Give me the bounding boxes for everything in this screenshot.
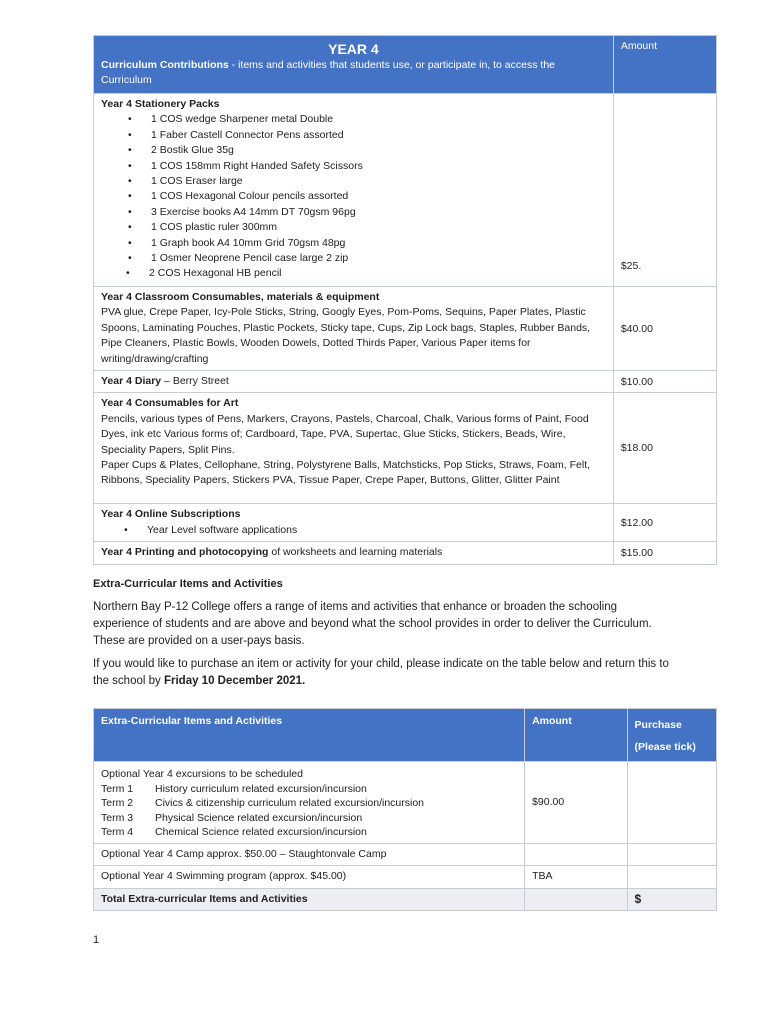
excursions-intro: Optional Year 4 excursions to be scheduled (101, 768, 303, 780)
page-number: 1 (93, 934, 100, 946)
curriculum-contributions-table (93, 35, 717, 565)
row-amount (525, 844, 626, 850)
row-description: – Berry Street (161, 375, 229, 388)
list-item: • 1 Osmer Neoprene Pencil case large 2 zip (128, 252, 349, 265)
row-title: Year 4 Online Subscriptions (101, 508, 241, 521)
list-item: • 1 COS Hexagonal Colour pencils assorted (128, 190, 349, 203)
year-title: YEAR 4 (328, 41, 379, 57)
table-row (94, 504, 717, 542)
row-description-2: Paper Cups & Plates, Cellophane, String, Polystyrene Balls, Matchsticks, Pop Sticks, Straws, Foam, Felt, Ribbons, Speciality Papers, Stickers PVA, Tissue Paper, Crepe Paper, Buttons, Glitter, Glitter Paint (101, 459, 591, 487)
column-header-purchase: Purchase (Please tick) (634, 719, 696, 753)
row-amount: $15.00 (620, 546, 653, 559)
header-subtitle: Curriculum Contributions - items and activities that students use, or participate in, to access the Curriculum (101, 59, 555, 86)
table-row (94, 393, 717, 504)
total-value: $ (634, 891, 642, 906)
camp-item: Optional Year 4 Camp approx. $50.00 – Staughtonvale Camp (101, 847, 387, 860)
amount-header-cell (613, 36, 716, 94)
table-header-row (94, 709, 717, 762)
purchase-tick-cell[interactable] (627, 866, 716, 888)
list-item: • 1 Faber Castell Connector Pens assorted (128, 128, 344, 141)
table-row (94, 843, 717, 865)
row-title: Year 4 Diary (101, 375, 162, 388)
row-amount: $10.00 (620, 375, 653, 388)
row-description: PVA glue, Crepe Paper, Icy-Pole Sticks, String, Googly Eyes, Pom-Poms, Sequins, Paper Plates, Plastic Spoons, Laminating Pouches, Plastic Pockets, Sticky tape, Cups, Zip Lock bags, Staples, Rubber Bands, Pipe Cleaners, Plastic Bowls, Wooden Dowels, Dotted Thirds Paper, Various Paper items for writing/drawing/crafting (101, 306, 591, 365)
row-title: Year 4 Consumables for Art (101, 397, 239, 410)
list-item: • 1 Graph book A4 10mm Grid 70gsm 48pg (128, 236, 346, 249)
list-item: • 2 Bostik Glue 35g (128, 144, 234, 157)
list-item: • Year Level software applications (124, 523, 298, 536)
table-row (94, 371, 717, 393)
row-amount: $25. (620, 260, 642, 272)
purchase-tick-cell[interactable] (627, 843, 716, 865)
stationery-list (101, 112, 606, 281)
table-row (94, 866, 717, 888)
header-title-cell (94, 36, 614, 94)
row-amount: TBA (532, 870, 553, 883)
amount-header: Amount (620, 40, 658, 52)
row-amount: $40.00 (620, 322, 653, 335)
row-title: Year 4 Stationery Packs (101, 98, 220, 110)
total-label: Total Extra-curricular Items and Activities (101, 892, 308, 905)
table-row (94, 94, 717, 287)
row-title: Year 4 Classroom Consumables, materials & equipment (101, 291, 380, 303)
extra-curricular-paragraph: Northern Bay P-12 College offers a range of items and activities that enhance or broaden the schooling experience of students and are above and beyond what the school provides in order to deliver the Curriculum. These are provided on a user-pays basis. (93, 601, 652, 647)
purchase-tick-cell[interactable] (627, 762, 716, 844)
column-header-amount: Amount (532, 715, 572, 727)
row-amount: $12.00 (620, 516, 653, 529)
row-title: Year 4 Printing and photocopying (101, 546, 269, 559)
table-header-row (94, 36, 717, 94)
row-description: of worksheets and learning materials (268, 546, 443, 559)
column-header-items: Extra-Curricular Items and Activities (101, 715, 283, 727)
list-item: • 1 COS wedge Sharpener metal Double (128, 113, 334, 126)
terms-list: Term 1 History curriculum related excursion/incursion Term 2 Civics & citizenship curriculum related excursion/incursion Term 3 Physical Science related excursion/incursion Term 4 Chemical Science related excursion/incursion (101, 782, 425, 839)
purchase-instructions: If you would like to purchase an item or activity for your child, please indicate on the table below and return this to the school by Friday 10 December 2021. (93, 658, 669, 687)
extra-curricular-table (93, 708, 717, 911)
list-item: • 1 COS 158mm Right Handed Safety Scissors (128, 159, 363, 172)
row-description: Pencils, various types of Pens, Markers, Crayons, Pastels, Charcoal, Chalk, Various forms of Paint, Food Dyes, ink etc Various forms of; Cardboard, Tape, PVA, Supertac, Glue Sticks, Stickers, Beads, Wire, Speciality Papers, Split Pins. (101, 412, 589, 456)
table-row (94, 542, 717, 564)
row-amount: $18.00 (620, 442, 653, 455)
row-amount: $90.00 (532, 795, 565, 808)
list-item: • 2 COS Hexagonal HB pencil (126, 267, 282, 280)
table-row (94, 287, 717, 371)
list-item: • 1 COS Eraser large (128, 175, 243, 188)
table-row (94, 762, 717, 844)
list-item: • 3 Exercise books A4 14mm DT 70gsm 96pg (128, 205, 356, 218)
deadline-date: Friday 10 December 2021. (163, 675, 306, 687)
total-row (94, 888, 717, 910)
list-item: • 1 COS plastic ruler 300mm (128, 221, 278, 234)
extra-curricular-heading: Extra-Curricular Items and Activities (93, 578, 283, 590)
swimming-item: Optional Year 4 Swimming program (approx. $45.00) (101, 870, 347, 883)
